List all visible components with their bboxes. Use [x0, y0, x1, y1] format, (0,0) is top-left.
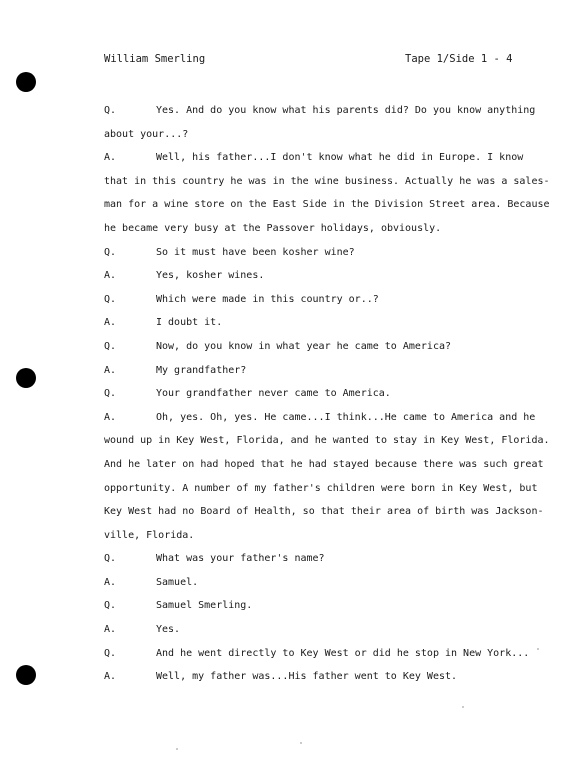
entry-continuation-line: man for a wine store on the East Side in the Division Street area. Because — [104, 199, 550, 211]
paper-speck — [462, 706, 464, 708]
transcript-entry — [104, 99, 536, 146]
speaker-label: A. — [104, 317, 117, 329]
transcript-entry — [104, 618, 536, 642]
entry-text: What was your father's name? — [156, 553, 325, 565]
entry-first-line — [104, 264, 536, 288]
speaker-label: Q. — [104, 105, 117, 116]
entry-first-line — [104, 406, 536, 430]
entry-first-line — [104, 665, 536, 689]
speaker-label: Q. — [104, 553, 117, 565]
entry-first-line — [104, 288, 536, 312]
entry-text: I doubt it. — [156, 317, 223, 329]
transcript-entry — [104, 264, 536, 288]
speaker-label: Q. — [104, 600, 117, 612]
transcript-entry — [104, 311, 536, 335]
interviewee-name: William Smerling — [104, 53, 206, 65]
transcript-entry — [104, 241, 536, 265]
entry-first-line — [104, 99, 536, 123]
entry-continuation-line: And he later on had hoped that he had stayed because there was such great — [104, 458, 544, 470]
transcript-entry — [104, 335, 536, 359]
entry-first-line — [104, 335, 536, 359]
binder-hole-middle — [16, 368, 36, 388]
entry-text: Now, do you know in what year he came to America? — [156, 340, 452, 352]
speaker-label: A. — [104, 671, 117, 683]
entry-text: Yes, kosher wines. — [156, 270, 265, 282]
transcript-entry — [104, 642, 536, 666]
transcript-entry — [104, 594, 536, 618]
entry-text: Samuel Smerling. — [156, 600, 253, 612]
paper-speck — [300, 742, 302, 744]
transcript-body — [104, 99, 550, 689]
speaker-label: A. — [104, 411, 117, 423]
entry-first-line — [104, 311, 536, 335]
speaker-label: A. — [104, 364, 117, 376]
transcript-entry — [104, 665, 536, 689]
transcript-entry — [104, 382, 536, 406]
speaker-label: A. — [104, 624, 117, 636]
binder-hole-bottom — [16, 665, 36, 685]
transcript-entry — [104, 571, 536, 595]
transcript-entry — [104, 359, 536, 383]
entry-text: Well, his father...I don't know what he did in Europe. I know — [156, 152, 524, 164]
entry-continuation-line: Key West had no Board of Health, so that their area of birth was Jackson- — [104, 506, 544, 518]
entry-first-line — [104, 571, 536, 595]
entry-continuation-line: opportunity. A number of my father's children were born in Key West, but — [104, 482, 538, 494]
speaker-label: Q. — [104, 388, 117, 400]
entry-text: And he went directly to Key West or did he stop in New York... — [156, 647, 530, 659]
entry-text: Oh, yes. Oh, yes. He came...I think...He came to America and he — [156, 411, 536, 423]
speaker-label: A. — [104, 576, 117, 588]
entry-continuation-line: wound up in Key West, Florida, and he wanted to stay in Key West, Florida. — [104, 435, 550, 447]
transcript-entry — [104, 406, 550, 548]
entry-text: Samuel. — [156, 576, 199, 588]
entry-text: So it must have been kosher wine? — [156, 246, 355, 258]
paper-speck — [537, 648, 539, 650]
speaker-label: A. — [104, 270, 117, 282]
paper-speck — [176, 748, 178, 750]
speaker-label: Q. — [104, 293, 117, 305]
entry-text: Your grandfather never came to America. — [156, 388, 391, 400]
entry-text: Well, my father was...His father went to Key West. — [156, 671, 458, 683]
transcript-entry — [104, 288, 536, 312]
entry-first-line — [104, 146, 536, 170]
entry-first-line — [104, 547, 536, 571]
entry-text: Which were made in this country or..? — [156, 293, 379, 305]
entry-text: My grandfather? — [156, 364, 247, 376]
transcript-entry — [104, 146, 550, 240]
speaker-label: Q. — [104, 647, 117, 659]
entry-first-line — [104, 382, 536, 406]
speaker-label: A. — [104, 152, 117, 164]
entry-continuation-line: he became very busy at the Passover holidays, obviously. — [104, 222, 442, 234]
speaker-label: Q. — [104, 340, 117, 352]
entry-first-line — [104, 642, 536, 666]
entry-text: Yes. — [156, 624, 181, 636]
speaker-label: Q. — [104, 246, 117, 258]
entry-continuation-line: that in this country he was in the wine business. Actually he was a sales- — [104, 175, 550, 187]
transcript-entry — [104, 547, 536, 571]
entry-continuation-line: ville, Florida. — [104, 529, 195, 541]
binder-hole-top — [16, 72, 36, 92]
entry-continuation-line: about your...? — [104, 128, 189, 140]
entry-first-line — [104, 618, 536, 642]
tape-label: Tape 1/Side 1 - 4 — [405, 53, 513, 65]
entry-first-line — [104, 359, 536, 383]
entry-first-line — [104, 594, 536, 618]
entry-text: Yes. And do you know what his parents did? Do you know anything — [156, 105, 536, 116]
entry-first-line — [104, 241, 536, 265]
